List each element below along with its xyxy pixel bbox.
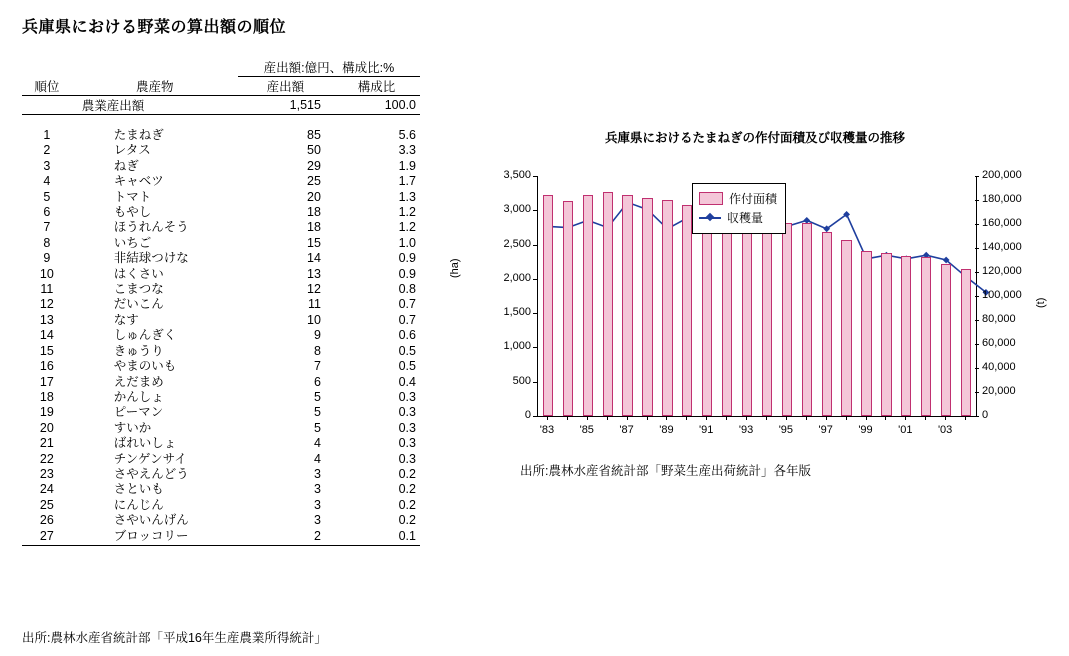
y-axis-tick-left: 2,500: [503, 237, 531, 250]
cell-pct: 0.9: [398, 251, 416, 266]
cell-pct: 0.3: [398, 405, 416, 420]
cell-name: チンゲンサイ: [113, 451, 187, 466]
cell-value: 5: [313, 405, 321, 420]
chart-ylabel-right: (t): [1035, 297, 1047, 308]
cell-rank: 17: [39, 374, 54, 389]
legend-bar-label: 作付面積: [729, 192, 778, 206]
bar: [901, 256, 911, 416]
x-tickmark: [826, 416, 827, 420]
y-axis-tick-right: 40,000: [982, 361, 1016, 373]
y-tickmark-left: [533, 279, 537, 280]
y-axis-tick-left: 3,000: [503, 203, 531, 216]
legend-bar-swatch: [699, 192, 723, 205]
y-axis-tick-right: 200,000: [982, 169, 1022, 181]
cell-rank: 25: [39, 497, 54, 512]
y-tickmark-right: [975, 344, 979, 345]
cell-value: 14: [307, 251, 321, 266]
table-total-row: [22, 96, 420, 115]
cell-rank: 6: [43, 205, 51, 220]
table-row: [22, 159, 420, 174]
table-row: [22, 375, 420, 390]
y-axis-tick-right: 60,000: [982, 337, 1016, 349]
y-axis-tick-left: 3,500: [503, 169, 531, 181]
cell-name: ねぎ: [113, 158, 139, 173]
cell-rank: 5: [43, 189, 51, 204]
cell-value: 4: [313, 436, 321, 451]
cell-pct: 1.7: [398, 174, 416, 189]
table-spacer-row: [22, 115, 420, 129]
table-row: [22, 390, 420, 405]
y-tickmark-right: [975, 392, 979, 393]
x-axis-tick: '97: [818, 424, 833, 436]
cell-value: 2: [313, 528, 321, 543]
cell-pct: 0.2: [398, 497, 416, 512]
table-row: [22, 359, 420, 374]
cell-pct: 0.6: [398, 328, 416, 343]
table-row: [22, 529, 420, 544]
cell-pct: 0.3: [398, 436, 416, 451]
col-pct: 構成比: [333, 77, 420, 96]
y-axis-tick-right: 0: [982, 409, 989, 421]
table-row: [22, 143, 420, 158]
x-tickmark: [647, 416, 648, 420]
y-tickmark-left: [533, 347, 537, 348]
table-row: [22, 467, 420, 482]
x-tickmark: [706, 416, 707, 420]
cell-name: たまねぎ: [113, 128, 164, 142]
cell-pct: 0.7: [398, 312, 416, 327]
x-tickmark: [766, 416, 767, 420]
legend-row-yield: [699, 209, 777, 226]
table-unit-row: [22, 58, 420, 77]
cell-name: トマト: [113, 189, 152, 204]
y-tickmark-left: [533, 313, 537, 314]
cell-name: にんじん: [113, 497, 164, 512]
cell-pct: 1.2: [398, 205, 416, 220]
cell-value: 85: [307, 128, 321, 142]
x-tickmark: [746, 416, 747, 420]
cell-rank: 24: [39, 482, 54, 497]
cell-pct: 0.8: [398, 282, 416, 297]
cell-name: さやえんどう: [113, 466, 189, 481]
unit-note: 産出額:億円、構成比:%: [238, 58, 420, 77]
cell-rank: 26: [39, 513, 54, 528]
cell-rank: 16: [39, 359, 54, 374]
bar: [921, 257, 931, 416]
cell-name: レタス: [113, 143, 151, 158]
cell-pct: 0.5: [398, 343, 416, 358]
cell-rank: 18: [39, 389, 54, 404]
col-rank: 順位: [22, 77, 72, 96]
y-tickmark-right: [975, 176, 979, 177]
x-axis-tick: '87: [619, 424, 634, 436]
cell-name: えだまめ: [113, 374, 164, 389]
bar: [742, 206, 752, 416]
cell-name: さといも: [113, 482, 164, 497]
unit-spacer-1: [22, 58, 72, 77]
bar: [543, 195, 553, 416]
table-row: [22, 128, 420, 143]
table-row: [22, 220, 420, 235]
total-pct: 100.0: [333, 96, 420, 115]
cell-name: はくさい: [113, 266, 164, 281]
y-axis-tick-right: 100,000: [982, 289, 1022, 301]
cell-value: 8: [313, 343, 321, 358]
bar: [603, 192, 613, 416]
cell-rank: 1: [43, 128, 51, 142]
cell-value: 7: [313, 359, 321, 374]
bar: [941, 264, 951, 416]
cell-pct: 0.9: [398, 266, 416, 281]
cell-name: やまのいも: [113, 359, 177, 374]
total-label: 農業産出額: [72, 96, 238, 115]
x-axis-tick: '89: [659, 424, 674, 436]
cell-name: しゅんぎく: [113, 328, 177, 343]
cell-value: 9: [313, 328, 321, 343]
y-axis-tick-left: 1,500: [503, 306, 531, 319]
table-row: [22, 405, 420, 420]
cell-value: 5: [313, 389, 321, 404]
cell-value: 13: [307, 266, 321, 281]
cell-value: 12: [307, 282, 321, 297]
cell-rank: 13: [39, 312, 54, 327]
bar: [762, 219, 772, 416]
y-axis-tick-left: 500: [512, 374, 531, 387]
y-axis-tick-right: 180,000: [982, 193, 1022, 205]
table-row: [22, 313, 420, 328]
y-tickmark-right: [975, 368, 979, 369]
bar: [802, 223, 812, 416]
cell-value: 3: [313, 482, 321, 497]
vegetable-rank-table: [22, 58, 420, 546]
cell-name: すいか: [113, 420, 152, 435]
x-axis-tick: '85: [579, 424, 594, 436]
x-tickmark: [945, 416, 946, 420]
col-product: 農産物: [72, 77, 238, 96]
table-row: [22, 267, 420, 282]
y-axis-tick-left: 0: [524, 409, 531, 421]
table-row: [22, 205, 420, 220]
table-row: [22, 297, 420, 312]
cell-pct: 1.2: [398, 220, 416, 235]
bar: [782, 223, 792, 416]
page-title: 兵庫県における野菜の算出額の順位: [22, 19, 287, 36]
cell-value: 11: [307, 297, 321, 312]
y-tickmark-left: [533, 382, 537, 383]
cell-name: ブロッコリー: [113, 528, 189, 543]
cell-pct: 0.2: [398, 466, 416, 481]
cell-name: さやいんげん: [113, 513, 189, 528]
cell-pct: 0.2: [398, 513, 416, 528]
x-tickmark: [587, 416, 588, 420]
table-header-row: [22, 77, 420, 96]
y-axis-tick-right: 80,000: [982, 313, 1016, 325]
x-tickmark: [905, 416, 906, 420]
bar: [881, 253, 891, 416]
cell-name: ピーマン: [113, 405, 164, 420]
y-tickmark-right: [975, 320, 979, 321]
x-tickmark: [866, 416, 867, 420]
cell-rank: 7: [43, 220, 51, 235]
x-tickmark: [686, 416, 687, 420]
cell-rank: 14: [39, 328, 54, 343]
x-tickmark: [726, 416, 727, 420]
y-tickmark-right: [975, 296, 979, 297]
x-tickmark: [547, 416, 548, 420]
legend-line-label: 収穫量: [727, 211, 764, 225]
table-row: [22, 452, 420, 467]
onion-chart: [449, 128, 1055, 488]
bar: [622, 195, 632, 416]
y-tickmark-left: [533, 176, 537, 177]
cell-value: 3: [313, 497, 321, 512]
chart-legend: [692, 183, 786, 234]
bar: [682, 205, 692, 416]
x-tickmark: [846, 416, 847, 420]
x-tickmark: [607, 416, 608, 420]
bar: [583, 195, 593, 416]
cell-rank: 2: [43, 143, 51, 158]
bar: [563, 201, 573, 416]
cell-rank: 10: [39, 266, 54, 281]
cell-rank: 9: [43, 251, 51, 266]
total-value: 1,515: [238, 96, 333, 115]
y-tickmark-right: [975, 224, 979, 225]
cell-rank: 15: [39, 343, 54, 358]
total-rank-blank: [22, 96, 72, 115]
y-tickmark-left: [533, 210, 537, 211]
y-axis-tick-right: 140,000: [982, 241, 1022, 253]
bar: [662, 200, 672, 416]
table-row: [22, 513, 420, 528]
y-tickmark-right: [975, 248, 979, 249]
table-row: [22, 436, 420, 451]
y-tickmark-left: [533, 416, 537, 417]
cell-pct: 0.4: [398, 374, 416, 389]
cell-pct: 5.6: [398, 128, 416, 142]
x-tickmark: [925, 416, 926, 420]
y-axis-tick-left: 1,000: [503, 340, 531, 353]
cell-rank: 19: [39, 405, 54, 420]
y-axis-tick-right: 120,000: [982, 265, 1022, 277]
cell-pct: 1.0: [398, 235, 416, 250]
bar: [822, 232, 832, 416]
cell-value: 18: [307, 205, 321, 220]
table-row: [22, 282, 420, 297]
table-row: [22, 236, 420, 251]
table-row: [22, 482, 420, 497]
cell-pct: 0.2: [398, 482, 416, 497]
cell-value: 10: [307, 312, 321, 327]
table-row: [22, 344, 420, 359]
cell-name: ばれいしょ: [113, 436, 177, 451]
cell-value: 18: [307, 220, 321, 235]
legend-line-swatch: [699, 212, 721, 223]
cell-rank: 23: [39, 466, 54, 481]
x-tickmark: [627, 416, 628, 420]
x-axis-tick: '93: [738, 424, 754, 436]
x-tickmark: [806, 416, 807, 420]
cell-value: 25: [307, 174, 321, 189]
spacer-cell: [22, 115, 420, 129]
cell-value: 6: [313, 374, 321, 389]
cell-value: 4: [313, 451, 321, 466]
cell-pct: 0.3: [398, 420, 416, 435]
legend-row-area: [699, 190, 777, 207]
y-axis-tick-left: 2,000: [503, 271, 531, 284]
cell-pct: 3.3: [398, 143, 416, 158]
cell-rank: 21: [39, 436, 54, 451]
y-axis-tick-right: 160,000: [982, 217, 1022, 229]
x-axis-tick: '95: [778, 424, 794, 436]
x-axis-tick: '01: [898, 424, 913, 436]
cell-name: いちご: [113, 235, 152, 250]
x-tickmark: [567, 416, 568, 420]
cell-name: だいこん: [113, 297, 164, 312]
cell-pct: 0.3: [398, 451, 416, 466]
x-tickmark: [786, 416, 787, 420]
x-tickmark: [885, 416, 886, 420]
cell-pct: 0.5: [398, 359, 416, 374]
table-row: [22, 190, 420, 205]
cell-pct: 0.3: [398, 389, 416, 404]
cell-name: なす: [113, 312, 139, 327]
bar: [841, 240, 851, 416]
col-value: 産出額: [238, 77, 333, 96]
cell-name: ほうれんそう: [113, 220, 189, 235]
cell-name: キャベツ: [113, 174, 164, 189]
x-axis-tick: '99: [858, 424, 873, 436]
table-row: [22, 421, 420, 436]
chart-source: 出所:農林水産省統計部「野菜生産出荷統計」各年版: [520, 464, 811, 478]
cell-value: 15: [307, 235, 321, 250]
cell-name: 非結球つけな: [113, 251, 189, 266]
table-row: [22, 174, 420, 189]
y-tickmark-left: [533, 245, 537, 246]
cell-value: 5: [313, 420, 321, 435]
cell-value: 3: [313, 466, 321, 481]
y-tickmark-right: [975, 416, 979, 417]
table-source: 出所:農林水産省統計部「平成16年生産農業所得統計」: [22, 631, 327, 645]
bar: [642, 198, 652, 416]
cell-pct: 1.9: [398, 158, 416, 173]
y-tickmark-right: [975, 200, 979, 201]
bar: [722, 202, 732, 416]
cell-name: こまつな: [113, 282, 164, 297]
cell-rank: 12: [39, 297, 54, 312]
table-row: [22, 328, 420, 343]
cell-value: 50: [307, 143, 321, 158]
cell-pct: 0.7: [398, 297, 416, 312]
cell-pct: 1.3: [398, 189, 416, 204]
x-tickmark: [666, 416, 667, 420]
cell-rank: 22: [39, 451, 54, 466]
cell-rank: 11: [40, 282, 54, 297]
cell-value: 3: [313, 513, 321, 528]
cell-name: きゅうり: [113, 343, 164, 358]
table-row: [22, 498, 420, 513]
cell-rank: 3: [43, 158, 51, 173]
cell-name: もやし: [113, 205, 152, 220]
table-bottom-rule: [22, 545, 420, 546]
cell-rank: 4: [43, 174, 51, 189]
cell-rank: 20: [39, 420, 54, 435]
bar: [861, 251, 871, 416]
unit-spacer-2: [72, 58, 238, 77]
table-row: [22, 251, 420, 266]
cell-rank: 8: [43, 235, 51, 250]
x-axis-tick: '83: [539, 424, 555, 436]
x-tickmark: [965, 416, 966, 420]
cell-value: 29: [307, 158, 321, 173]
bar: [961, 269, 971, 416]
x-axis-tick: '91: [699, 424, 714, 436]
cell-value: 20: [307, 189, 321, 204]
cell-pct: 0.1: [398, 528, 416, 543]
y-tickmark-right: [975, 272, 979, 273]
y-axis-tick-right: 20,000: [982, 385, 1016, 397]
cell-name: かんしょ: [113, 389, 164, 404]
x-axis-tick: '03: [937, 424, 953, 436]
chart-ylabel-left: (ha): [449, 258, 461, 278]
cell-rank: 27: [39, 528, 54, 543]
chart-title: 兵庫県におけるたまねぎの作付面積及び収穫量の推移: [604, 131, 905, 145]
